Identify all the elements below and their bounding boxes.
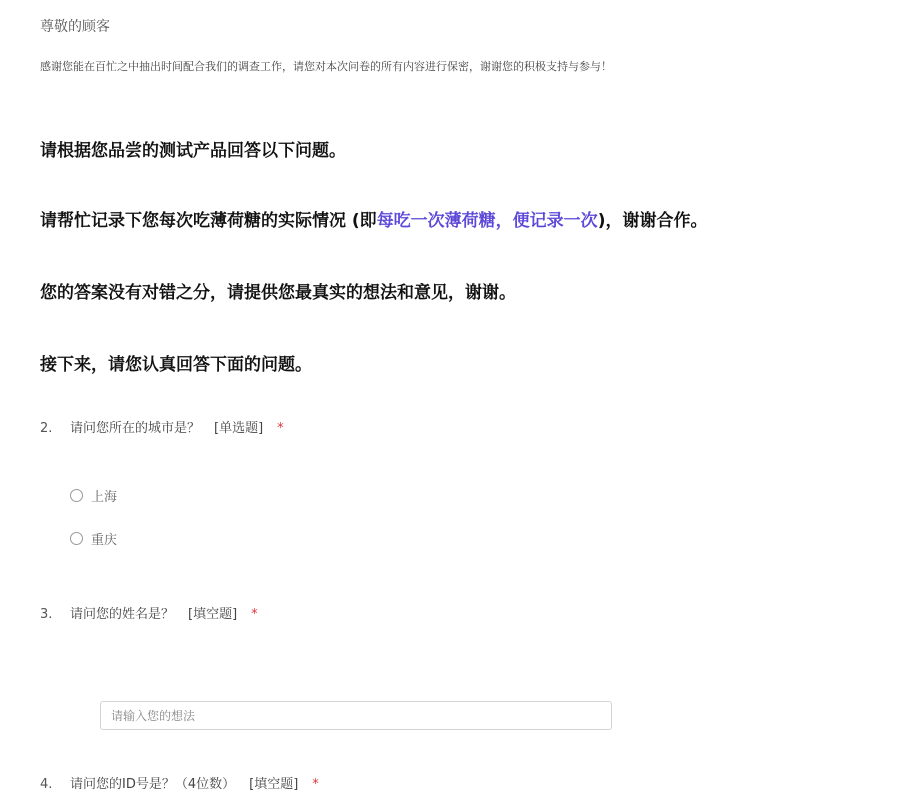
question-3 — [40, 603, 258, 622]
instruction-line-2-prefix: 请帮忙记录下您每次吃薄荷糖的实际情况 (即 — [40, 211, 377, 231]
question-4-required-mark: * — [312, 777, 319, 792]
instruction-line-4: 接下来，请您认真回答下面的问题。 — [40, 355, 312, 375]
question-2-type: [单选题] — [214, 421, 264, 436]
question-3-type: [填空题] — [188, 607, 238, 622]
question-3-required-mark: * — [251, 607, 258, 622]
instruction-line-1: 请根据您品尝的测试产品回答以下问题。 — [40, 141, 346, 161]
question-4-number: 4. — [40, 777, 53, 792]
instruction-line-3: 您的答案没有对错之分，请提供您最真实的想法和意见，谢谢。 — [40, 283, 516, 303]
option-shanghai-label: 上海 — [91, 490, 118, 505]
question-2-number: 2. — [40, 421, 53, 436]
question-3-number: 3. — [40, 607, 53, 622]
radio-icon[interactable] — [70, 489, 83, 502]
question-2-required-mark: * — [277, 421, 284, 436]
question-4-type: [填空题] — [249, 777, 299, 792]
intro-text: 感谢您能在百忙之中抽出时间配合我们的调查工作，请您对本次问卷的所有内容进行保密，谢谢您的积极支持与参与！ — [40, 60, 612, 73]
instruction-line-2-highlight: 每吃一次薄荷糖，便记录一次 — [376, 211, 598, 231]
greeting: 尊敬的顾客 — [40, 19, 110, 35]
option-chongqing-label: 重庆 — [91, 533, 118, 548]
option-shanghai[interactable] — [70, 486, 117, 505]
question-4 — [40, 773, 319, 792]
instruction-line-2-suffix: )，谢谢合作。 — [597, 211, 708, 231]
question-2 — [40, 417, 284, 436]
name-input[interactable] — [100, 701, 612, 730]
instruction-line-2 — [40, 206, 707, 231]
question-3-text: 请问您的姓名是？ — [70, 607, 175, 622]
radio-icon[interactable] — [70, 532, 83, 545]
option-chongqing[interactable] — [70, 529, 117, 548]
question-4-text: 请问您的ID号是？（4位数） — [70, 777, 236, 792]
question-2-text: 请问您所在的城市是？ — [70, 421, 201, 436]
